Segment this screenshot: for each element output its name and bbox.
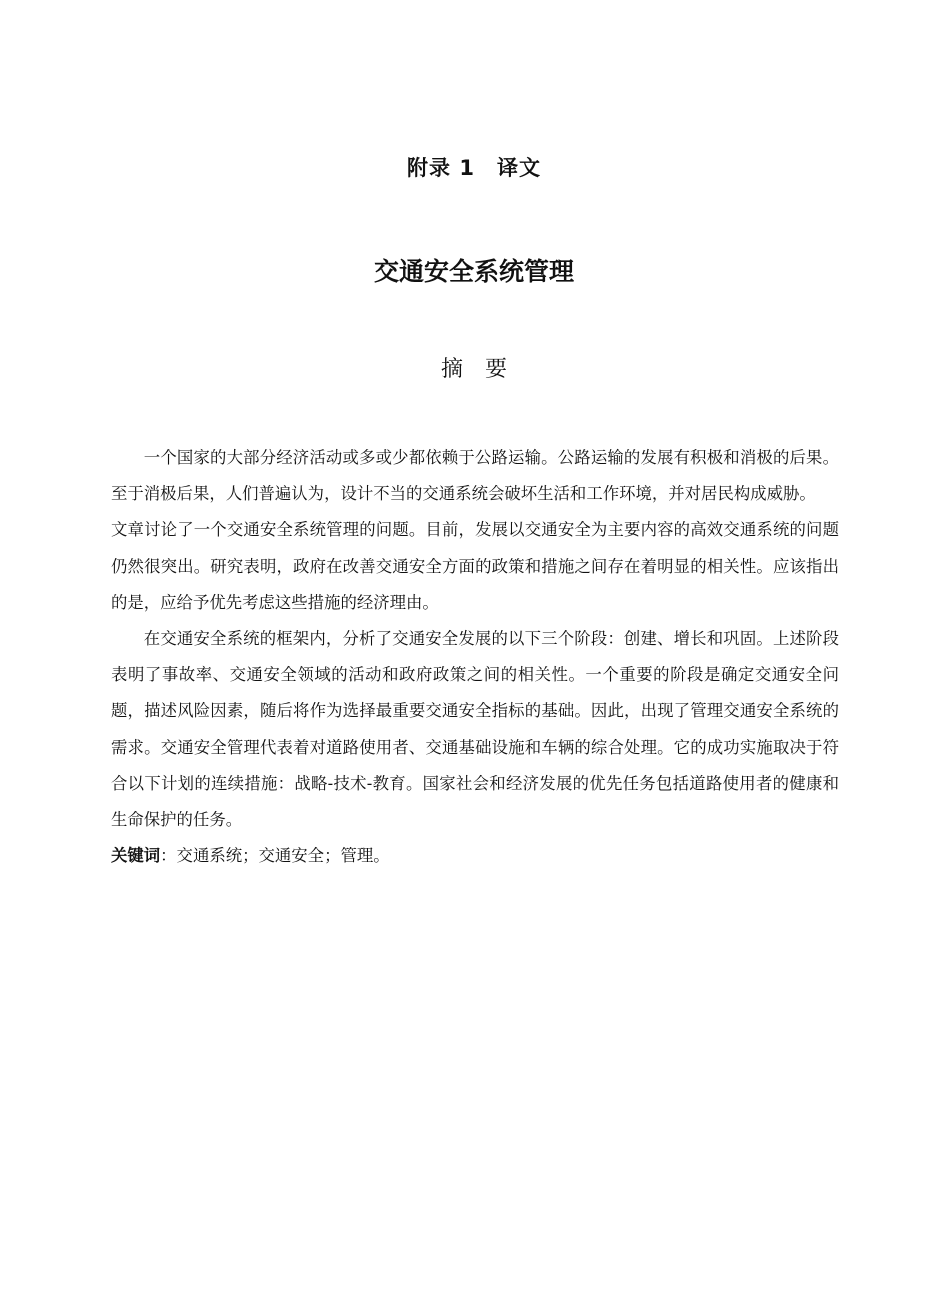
keywords-label: 关键词 bbox=[111, 846, 161, 866]
keywords-line bbox=[111, 838, 839, 874]
abstract-paragraph-3: 在交通安全系统的框架内，分析了交通安全发展的以下三个阶段：创建、增长和巩固。上述阶段表明了事故率、交通安全领域的活动和政府政策之间的相关性。一个重要的阶段是确定交通安全问题，描述风险因素，随后将作为选择最重要交通安全指标的基础。因此，出现了管理交通安全系统的需求。交通安全管理代表着对道路使用者、交通基础设施和车辆的综合处理。它的成功实施取决于符合以下计划的连续措施：战略-技术-教育。国家社会和经济发展的优先任务包括道路使用者的健康和生命保护的任务。 bbox=[111, 629, 839, 830]
abstract-paragraph-2: 文章讨论了一个交通安全系统管理的问题。目前，发展以交通安全为主要内容的高效交通系统的问题仍然很突出。研究表明，政府在改善交通安全方面的政策和措施之间存在着明显的相关性。应该指出的是，应给予优先考虑这些措施的经济理由。 bbox=[111, 520, 839, 612]
abstract-heading: 摘 要 bbox=[440, 357, 507, 382]
appendix-title: 附录 1 译文 bbox=[407, 156, 541, 180]
abstract-paragraph-1: 一个国家的大部分经济活动或多或少都依赖于公路运输。公路运输的发展有积极和消极的后果。至于消极后果，人们普遍认为，设计不当的交通系统会破坏生活和工作环境，并对居民构成威胁。 bbox=[111, 448, 839, 504]
abstract-body bbox=[111, 440, 839, 874]
keywords-text: ：交通系统；交通安全；管理。 bbox=[160, 846, 390, 866]
page-title: 交通安全系统管理 bbox=[373, 257, 574, 286]
